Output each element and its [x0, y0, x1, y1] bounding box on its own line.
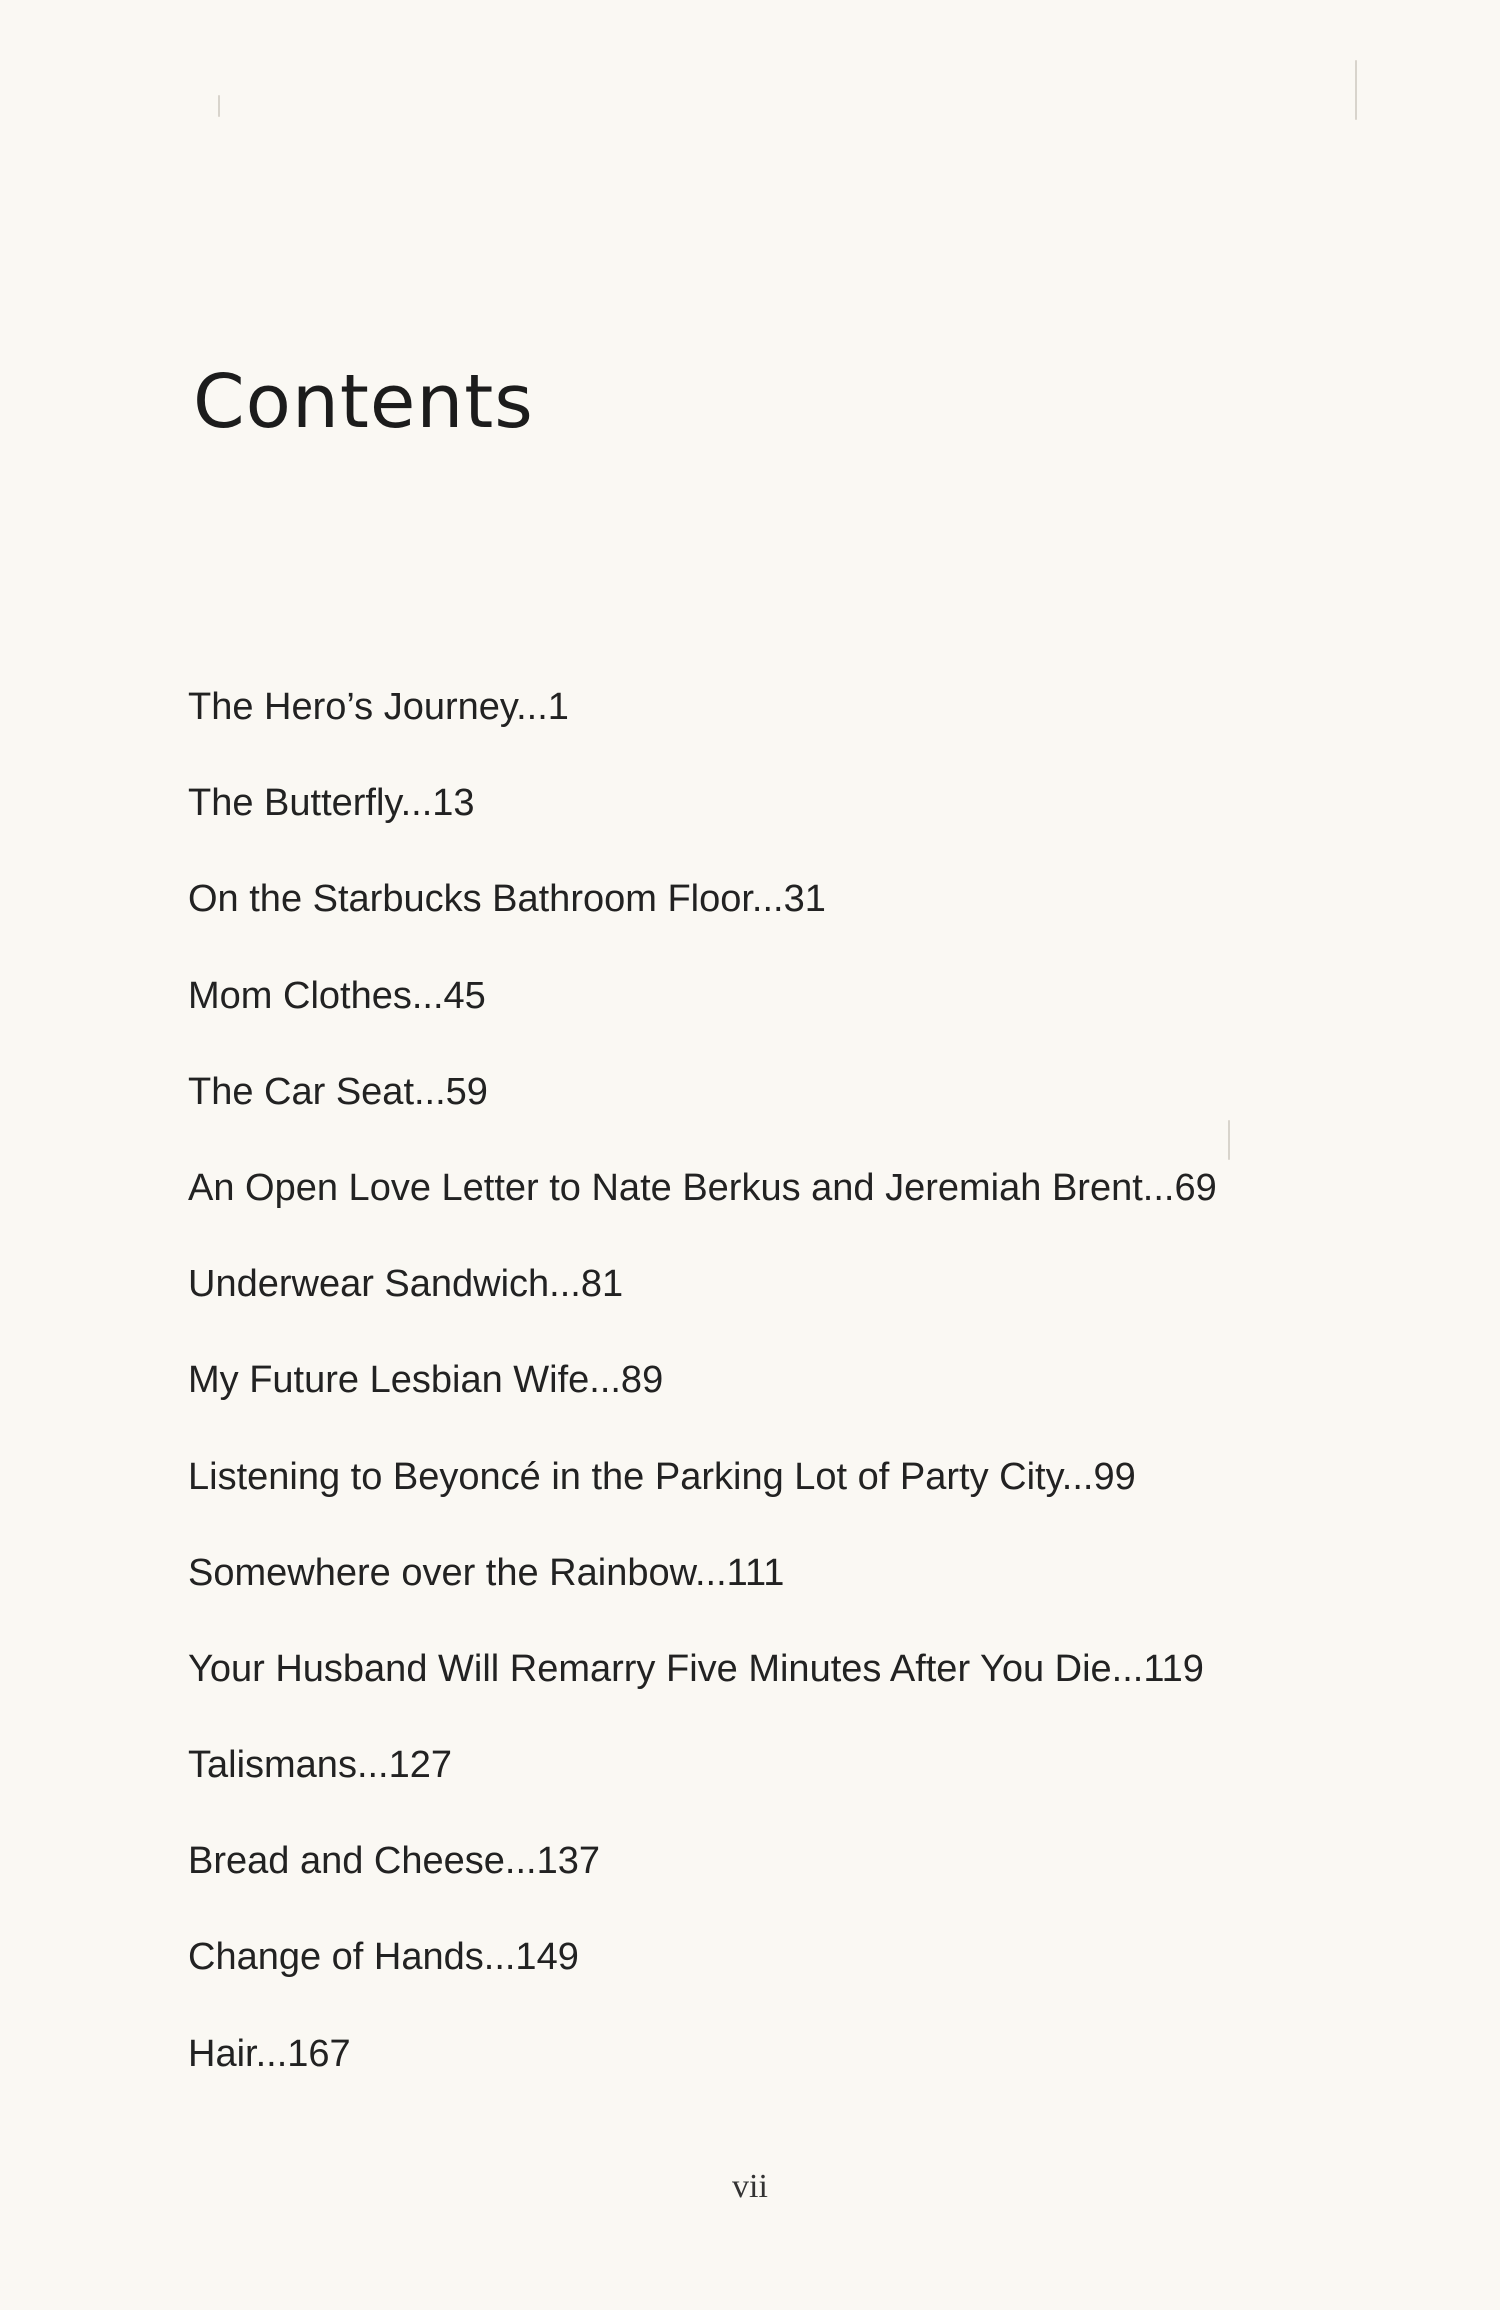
toc-item [188, 974, 1217, 1073]
page-number: vii [732, 2168, 768, 2205]
toc-item [188, 1265, 1217, 1361]
toc-entry-text: Mom Clothes...45 [188, 974, 486, 1017]
toc-entry-text: Your Husband Will Remarry Five Minutes After You Die...119 [188, 1647, 1204, 1690]
toc-item [188, 1647, 1217, 1746]
toc-item [188, 1938, 1217, 2034]
scan-mark [1355, 60, 1357, 120]
toc-item [188, 880, 1217, 976]
toc-entry-text: My Future Lesbian Wife...89 [188, 1359, 664, 1402]
table-of-contents [188, 688, 1217, 2131]
toc-entry-text: Bread and Cheese...137 [188, 1840, 600, 1883]
toc-item [188, 688, 1217, 784]
toc-item [188, 1361, 1217, 1457]
scan-mark [218, 95, 220, 117]
toc-entry-text: Change of Hands...149 [188, 1936, 579, 1979]
toc-item [188, 1455, 1217, 1554]
toc-item [188, 1166, 1217, 1265]
toc-item [188, 2032, 1217, 2131]
toc-entry-text: Underwear Sandwich...81 [188, 1263, 624, 1306]
toc-entry-text: An Open Love Letter to Nate Berkus and Jeremiah Brent...69 [188, 1166, 1217, 1209]
toc-entry-text: Somewhere over the Rainbow...111 [188, 1551, 785, 1594]
toc-entry-text: The Hero’s Journey...1 [188, 686, 569, 728]
toc-item [188, 1842, 1217, 1938]
toc-item [188, 1746, 1217, 1842]
scan-mark [1228, 1120, 1230, 1160]
toc-item [188, 784, 1217, 880]
toc-entry-text: On the Starbucks Bathroom Floor...31 [188, 878, 826, 921]
toc-entry-text: Talismans...127 [188, 1744, 453, 1787]
toc-entry-text: The Butterfly...13 [188, 782, 475, 825]
toc-item [188, 1070, 1217, 1169]
toc-item [188, 1551, 1217, 1650]
toc-entry-text: Listening to Beyoncé in the Parking Lot of Party City...99 [188, 1455, 1136, 1498]
toc-entry-text: The Car Seat...59 [188, 1070, 488, 1113]
toc-entry-text: Hair...167 [188, 2032, 351, 2075]
page-title: Contents [193, 359, 534, 445]
